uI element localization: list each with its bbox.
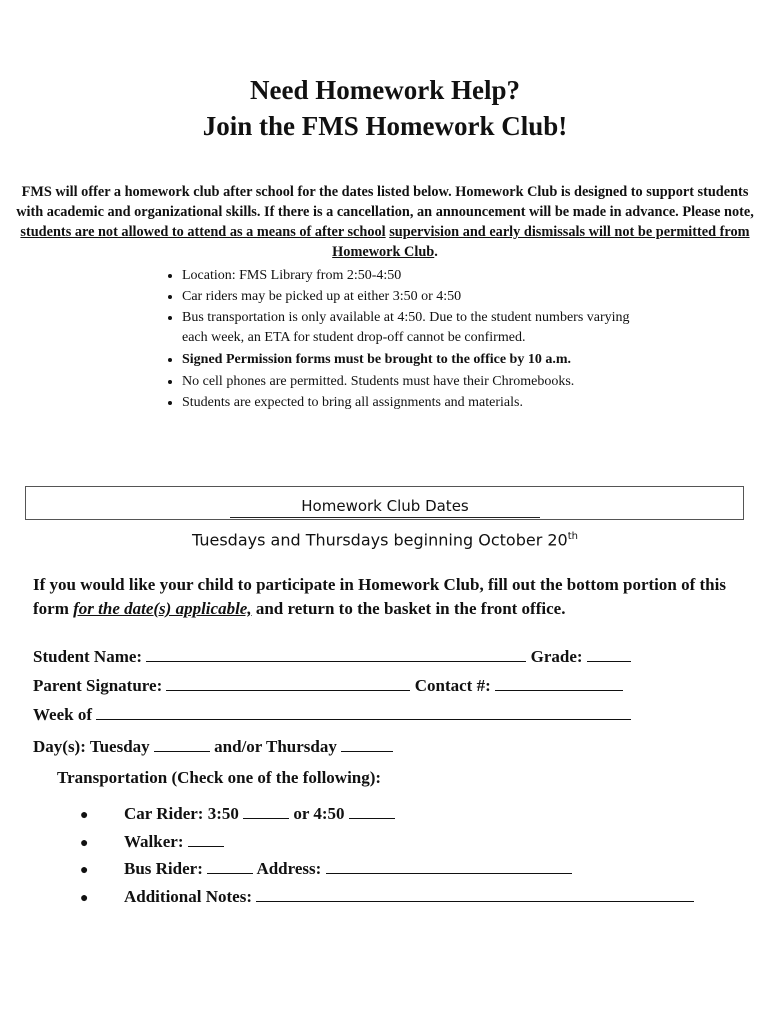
student-name-row: [33, 645, 631, 669]
transportation-options: [80, 800, 694, 910]
intro-underlined-notice: students are not allowed to attend as a means of after school: [20, 224, 386, 240]
bullet-icon: ●: [80, 863, 89, 878]
intro-paragraph: [8, 182, 762, 262]
form-instructions: [33, 573, 733, 621]
contact-label: Contact #:: [414, 676, 491, 695]
option-walker: [80, 828, 694, 856]
dates-subtitle-text: Tuesdays and Thursdays beginning October 20: [192, 530, 568, 550]
dates-subtitle-sup: th: [567, 531, 578, 542]
days-tuesday-label: Day(s): Tuesday: [33, 737, 150, 756]
intro-end: .: [434, 244, 438, 260]
walker-field[interactable]: [188, 830, 224, 847]
bullet-cell-phones: • No cell phones are permitted. Students must have their Chromebooks.: [182, 372, 632, 392]
page-title-line2: Join the FMS Homework Club!: [202, 111, 568, 141]
grade-label: Grade:: [530, 647, 583, 666]
bullet-permission-forms: • Signed Permission forms must be brought to the office by 10 a.m.: [182, 350, 632, 370]
parent-signature-label: Parent Signature:: [33, 676, 163, 695]
car-rider-or-label: or 4:50: [293, 804, 345, 823]
parent-signature-field[interactable]: [166, 674, 410, 691]
page-title-line1: Need Homework Help?: [250, 75, 520, 105]
dates-subtitle: [0, 526, 770, 551]
bullet-icon: ●: [80, 808, 89, 823]
contact-field[interactable]: [495, 674, 623, 691]
parent-signature-row: [33, 674, 623, 698]
transportation-heading: Transportation (Check one of the following):: [57, 768, 382, 787]
address-field[interactable]: [326, 857, 572, 874]
form-instructions-text-2: and return to the basket in the front office.: [251, 599, 566, 618]
thursday-field[interactable]: [341, 735, 393, 752]
tuesday-field[interactable]: [154, 735, 210, 752]
form-instructions-text: If you would like your child to participate in Homework Club, fill out the bottom portion of this form: [33, 575, 726, 618]
grade-field[interactable]: [587, 645, 631, 662]
intro-underlined-notice-2: supervision and early dismissals will not be permitted from Homework Club: [332, 224, 750, 260]
bullet-assignments: • Students are expected to bring all assignments and materials.: [182, 393, 632, 413]
car-rider-450-field[interactable]: [349, 802, 395, 819]
additional-notes-label: Additional Notes:: [124, 886, 252, 906]
option-car-rider: [80, 800, 694, 828]
week-of-field[interactable]: [96, 703, 631, 720]
additional-notes-field[interactable]: [256, 885, 694, 902]
week-of-label: Week of: [33, 705, 93, 724]
option-additional-notes: [80, 883, 694, 911]
car-rider-350-field[interactable]: [243, 802, 289, 819]
bus-rider-label: Bus Rider:: [124, 859, 203, 878]
option-bus-rider: [80, 855, 694, 883]
form-instructions-emphasis: for the date(s) applicable,: [73, 599, 252, 618]
student-name-field[interactable]: [146, 645, 526, 662]
walker-label: Walker:: [124, 831, 184, 851]
week-of-row: [33, 703, 631, 727]
thursday-label: and/or Thursday: [214, 737, 337, 756]
info-bullet-list: [160, 266, 632, 414]
bullet-location: • Location: FMS Library from 2:50-4:50: [182, 266, 632, 286]
days-row: [33, 735, 393, 759]
car-rider-label: Car Rider: 3:50: [124, 804, 239, 823]
intro-text: FMS will offer a homework club after school for the dates listed below. Homework Club is designed to support students with academic and organizational skills. If there is a cancellation, an announcement will be made in advance. Please note,: [16, 184, 754, 220]
dates-heading-text: Homework Club Dates: [230, 495, 540, 518]
bullet-icon: ●: [80, 835, 89, 851]
bullet-icon: ●: [80, 890, 89, 906]
address-label: Address:: [256, 859, 322, 878]
bullet-bus: • Bus transportation is only available at 4:50. Due to the student numbers varying each week, an ETA for student drop-off cannot be confirmed.: [182, 308, 632, 348]
student-name-label: Student Name:: [33, 647, 143, 666]
bullet-car-riders: • Car riders may be picked up at either 3:50 or 4:50: [182, 287, 632, 307]
bus-rider-field[interactable]: [207, 857, 253, 874]
dates-heading: [0, 495, 770, 518]
